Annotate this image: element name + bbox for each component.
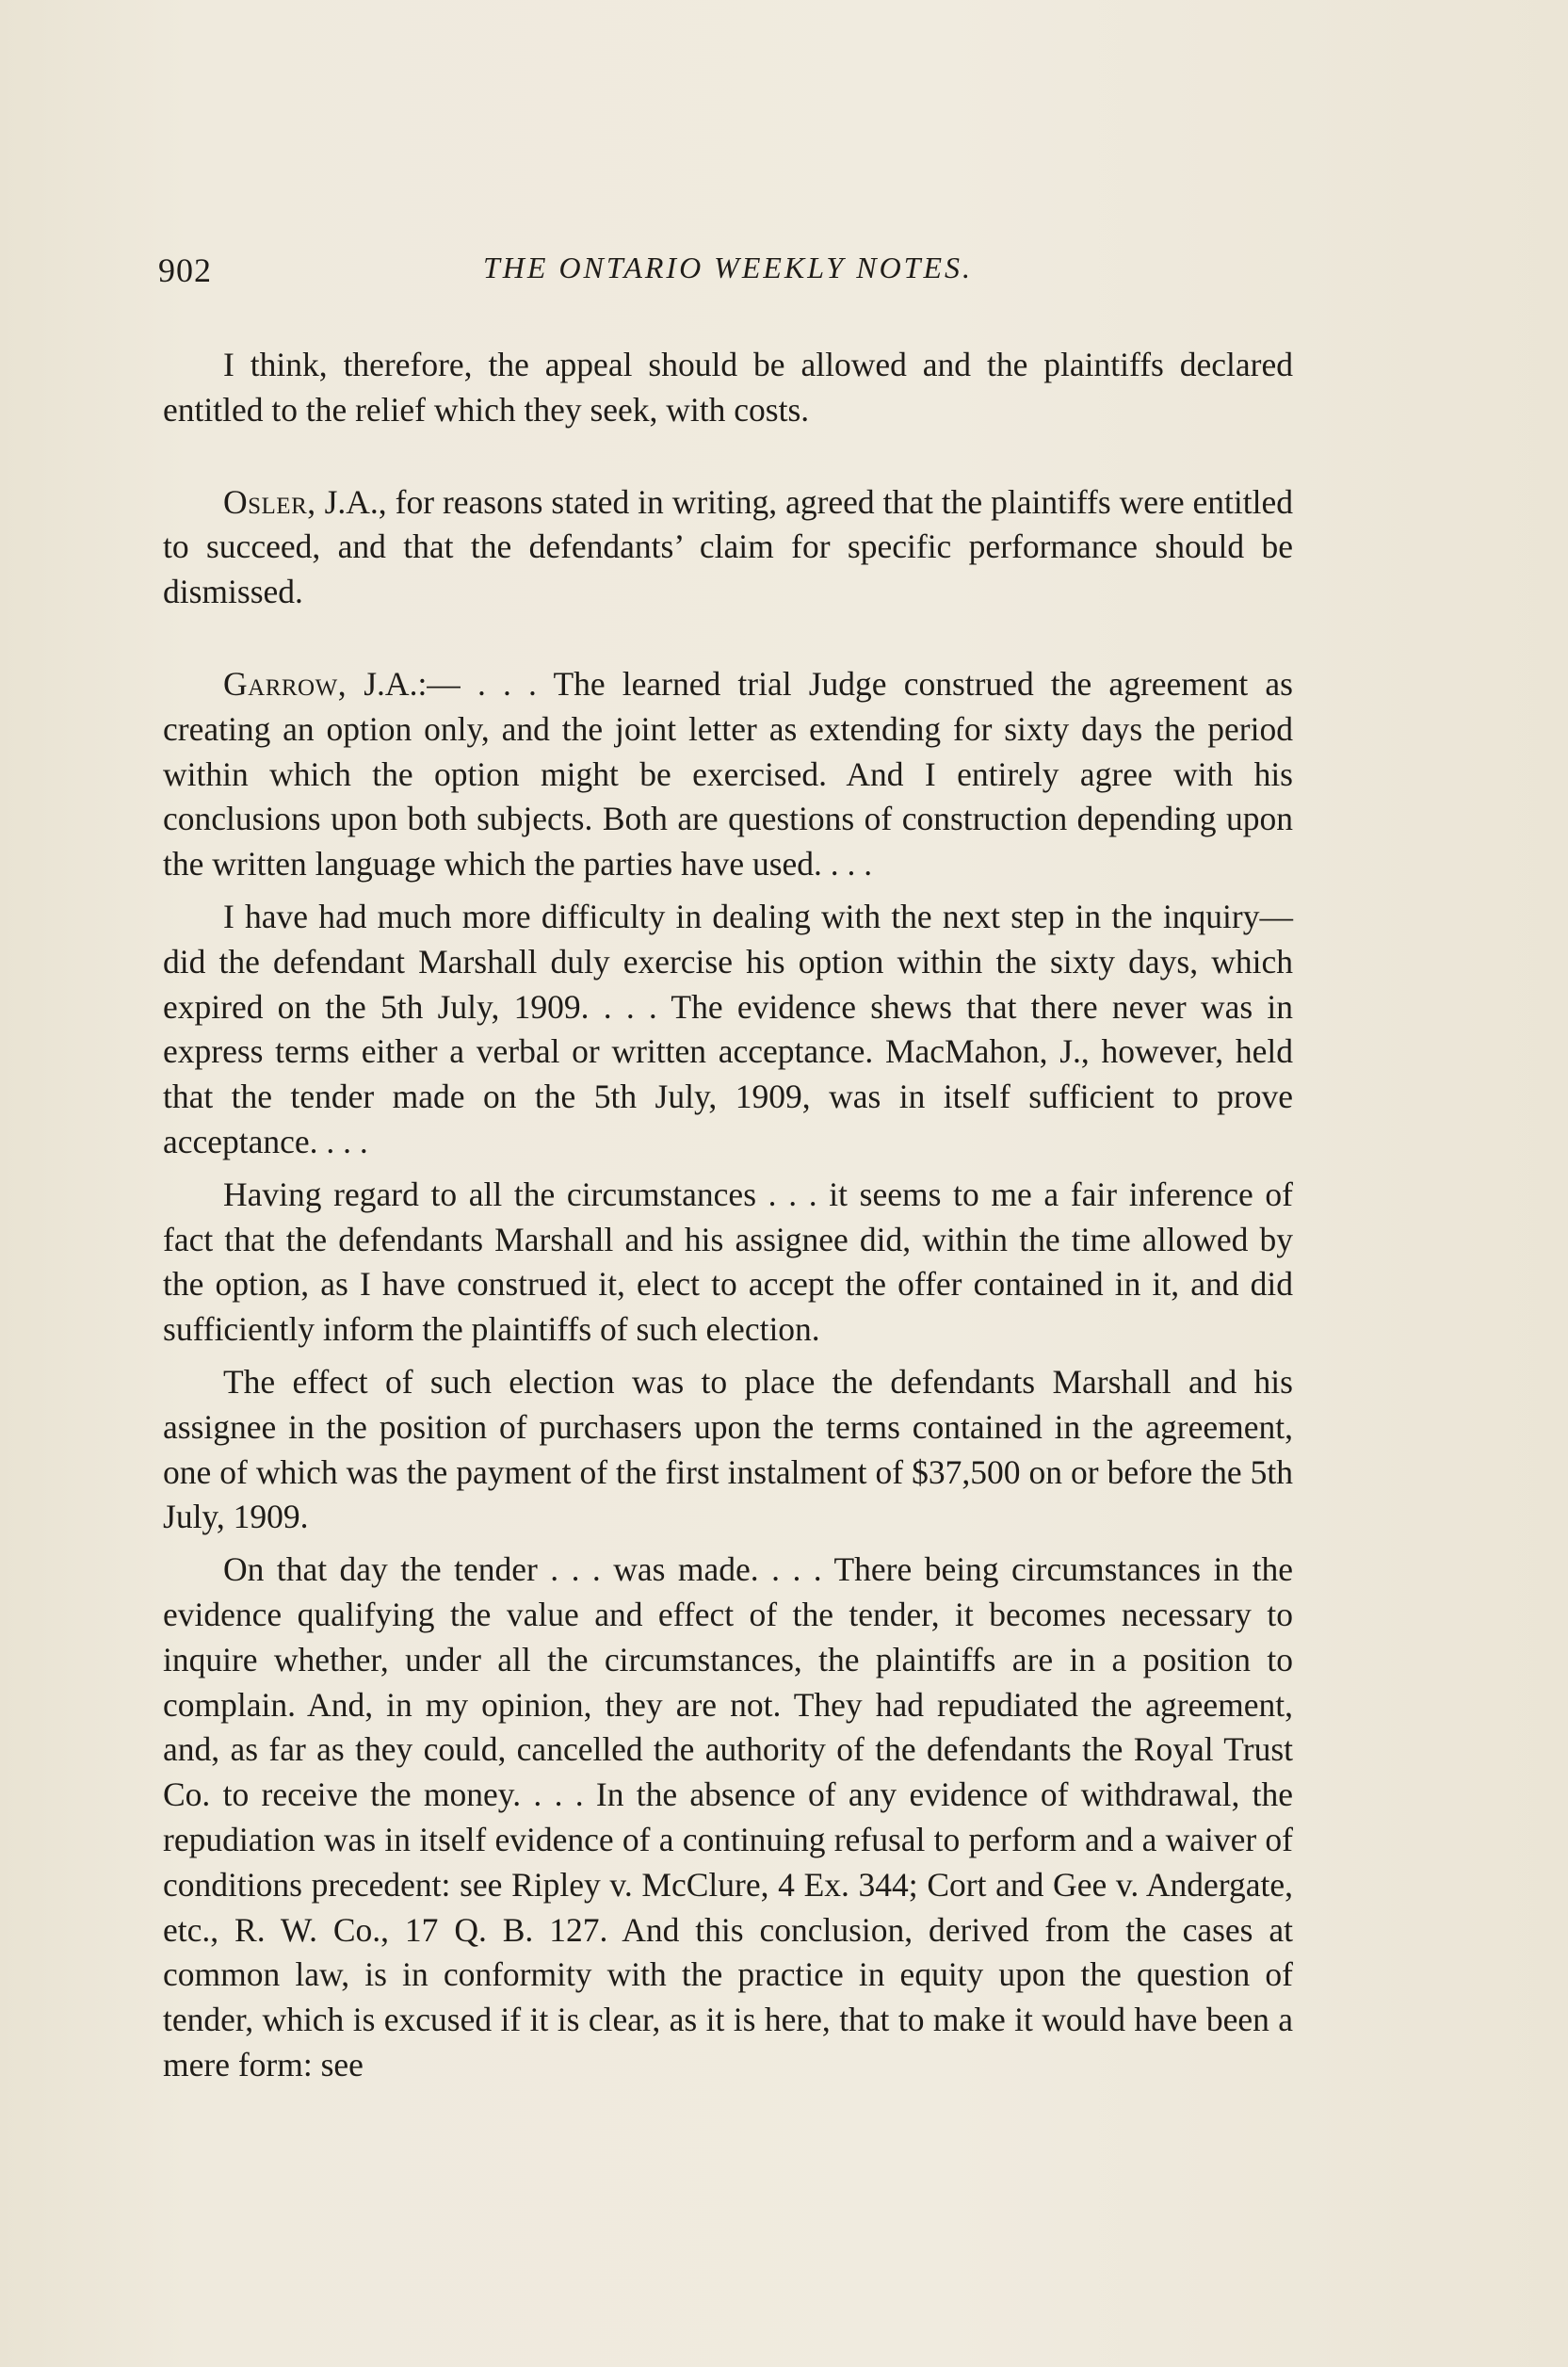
paragraph-conclusion: [163, 343, 1293, 433]
paragraph-text: I think, therefore, the appeal should be allowed and the plaintiffs declared entitled to the relief which they seek, with costs.: [163, 346, 1293, 429]
paragraph-osler: [163, 480, 1293, 615]
paragraph-text: Having regard to all the circumstances . . . it seems to me a fair inference of fact that the defendants Marshall and his assignee did, within the time allowed by the option, as I have construed it, elect to accept the offer contained in it, and did sufficiently inform the plaintiffs of such election.: [163, 1175, 1293, 1349]
paragraph-tender: [163, 1548, 1293, 2088]
paragraph-text: I have had much more difficulty in dealing with the next step in the inquiry—did the defendant Marshall duly exercise his option within the sixty days, which expired on the 5th July, 1909. . . . The evidence shews that there never was in express terms either a verbal or written acceptance. MacMahon, J., however, held that the tender made on the 5th July, 1909, was in itself sufficient to prove acceptance. . . .: [163, 897, 1293, 1160]
running-head: THE ONTARIO WEEKLY NOTES.: [482, 251, 974, 284]
paragraph-text: J.A., for reasons stated in writing, agreed that the plaintiffs were entitled to succeed, and that the defendants’ claim for specific performance should be dismissed.: [163, 482, 1293, 611]
paragraph-text: J.A.:— . . . The learned trial Judge construed the agreement as creating an option only, and the joint letter as extending for sixty days the period within which the option might be exercised. And I entirely agree with his conclusions upon both subjects. Both are questions of construction depending upon the written language which the parties have used. . . .: [163, 664, 1293, 884]
paragraph-effect: [163, 1360, 1293, 1540]
paragraph-garrow: [163, 662, 1293, 887]
page-header: [158, 251, 1298, 298]
paragraph-text: On that day the tender . . . was made. . . . There being circumstances in the evidence qualifying the value and effect of the tender, it becomes necessary to inquire whether, under all the circumstances, the plaintiffs are in a position to complain. And, in my opinion, they are not. They had repudiated the agreement, and, as far as they could, cancelled the authority of the defendants the Royal Trust Co. to receive the money. . . . In the absence of any evidence of withdrawal, the repudiation was in itself evidence of a continuing refusal to perform and a waiver of conditions precedent: see Ripley v. McClure, 4 Ex. 344; Cort and Gee v. Andergate, etc., R. W. Co., 17 Q. B. 127. And this conclusion, derived from the cases at common law, is in conformity with the practice in equity upon the question of tender, which is excused if it is clear, as it is here, that to make it would have been a mere form: see: [163, 1550, 1293, 2083]
paragraph-text: The effect of such election was to place the defendants Marshall and his assignee in the position of purchasers upon the terms contained in the agreement, one of which was the payment of the first instalment of $37,500 on or before the 5th July, 1909.: [163, 1362, 1293, 1536]
body-text: [163, 343, 1293, 2088]
judge-name: Garrow,: [223, 664, 348, 703]
judge-name: Osler,: [223, 482, 316, 521]
paragraph-difficulty: [163, 895, 1293, 1165]
page-number: 902: [158, 251, 212, 289]
paragraph-inference: [163, 1173, 1293, 1353]
